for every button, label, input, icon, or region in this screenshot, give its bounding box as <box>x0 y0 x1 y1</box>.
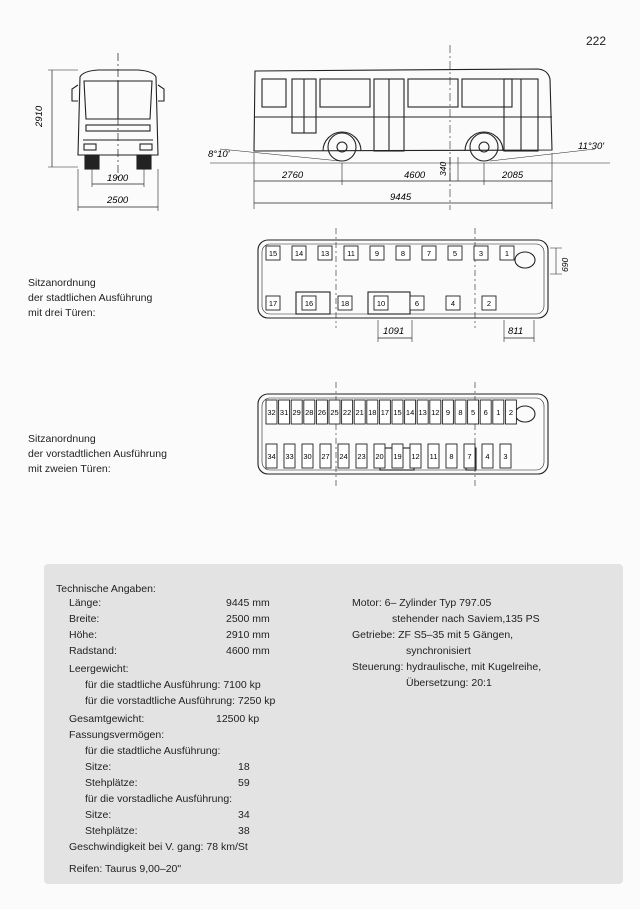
engine-spec-detail: stehender nach Saviem,135 PS <box>392 613 540 625</box>
city-seats-bottom <box>266 296 496 310</box>
wheelbase-spec-label: Radstand: <box>69 645 117 657</box>
side-view-drawing <box>200 45 620 215</box>
seat-number: 17 <box>380 408 390 417</box>
seat-number: 30 <box>303 452 312 461</box>
city-seats-top <box>266 246 514 260</box>
seat-number: 27 <box>321 452 330 461</box>
speed-spec: Geschwindigkeit bei V. gang: 78 km/St <box>69 841 248 853</box>
seat-number: 1 <box>504 249 510 258</box>
seat-number: 29 <box>292 408 301 417</box>
tyres-spec: Reifen: Taurus 9,00–20" <box>69 863 182 875</box>
seat-number: 8 <box>458 408 463 417</box>
seat-number: 19 <box>393 452 402 461</box>
standing-city-value: 59 <box>238 777 250 789</box>
page-number: 222 <box>585 34 606 48</box>
seat-number: 12 <box>411 452 420 461</box>
seats-suburban-label: Sitze: <box>85 809 112 821</box>
capacity-suburban-label: für die vorstadliche Ausführung: <box>85 793 233 805</box>
seat-number: 6 <box>414 299 420 308</box>
seat-number: 31 <box>279 408 289 417</box>
caption-suburban-line: der vorstadtlichen Ausführung <box>28 448 167 460</box>
height-label: Höhe: <box>69 629 98 641</box>
seat-number: 15 <box>393 408 402 417</box>
seat-number: 13 <box>418 408 427 417</box>
specifications-panel <box>44 564 623 884</box>
seat-number: 2 <box>486 299 492 308</box>
seat-number: 24 <box>339 452 348 461</box>
caption-suburban <box>28 432 167 477</box>
seat-number: 6 <box>483 408 488 417</box>
plan-aisle-width-label: 1091 <box>383 326 405 337</box>
seat-number: 4 <box>485 452 490 461</box>
seat-number: 33 <box>285 452 294 461</box>
gross-weight-label: Gesamtgewicht: <box>69 713 145 725</box>
standing-city-label: Stehplätze: <box>85 777 138 789</box>
steering-spec: Steuerung: hydraulische, mit Kugelreihe, <box>352 661 542 673</box>
seat-number: 20 <box>375 452 384 461</box>
empty-weight-label: Leergewicht: <box>69 663 129 675</box>
seat-number: 8 <box>400 249 406 258</box>
total-length-label: 9445 <box>390 192 412 203</box>
seat-number: 25 <box>330 408 339 417</box>
seat-number: 32 <box>267 408 276 417</box>
seat-number: 21 <box>355 408 364 417</box>
seat-number: 22 <box>342 408 352 417</box>
front-width-label: 2500 <box>107 195 129 206</box>
front-overhang-label: 2760 <box>282 170 304 181</box>
capacity-city-label: für die stadtliche Ausführung: <box>85 745 221 757</box>
front-track-label: 1900 <box>107 173 129 184</box>
seat-number: 14 <box>405 408 415 417</box>
capacity-label: Fassungsvermögen: <box>69 729 165 741</box>
angle-rear-label: 11°30' <box>578 141 605 152</box>
height-value: 2910 mm <box>226 629 270 641</box>
standing-suburban-label: Stehplätze: <box>85 825 138 837</box>
seat-number: 3 <box>503 452 508 461</box>
seat-number: 18 <box>340 299 350 308</box>
width-label: Breite: <box>69 613 100 625</box>
seat-number: 34 <box>267 452 276 461</box>
empty-weight-city: für die stadtliche Ausführung: 7100 kp <box>85 679 261 691</box>
front-view-drawing <box>28 45 178 215</box>
caption-suburban-line: Sitzanordnung <box>28 433 96 445</box>
gross-weight-value: 12500 kp <box>216 713 260 725</box>
seat-number: 3 <box>478 249 484 258</box>
caption-city <box>28 276 152 321</box>
seat-number: 5 <box>471 408 476 417</box>
seats-city-value: 18 <box>238 761 250 773</box>
wheelbase-label: 4600 <box>404 170 426 181</box>
empty-weight-suburban: für die vorstadtliche Ausführung: 7250 kp <box>85 695 276 707</box>
plan-side-width-label: 690 <box>560 257 570 272</box>
length-label: Länge: <box>69 597 102 609</box>
front-height-label: 2910 <box>34 105 45 127</box>
ground-clearance-label: 340 <box>438 161 448 176</box>
gearbox-spec-detail: synchronisiert <box>406 645 471 657</box>
caption-suburban-line: mit zweien Türen: <box>28 463 111 475</box>
seat-number: 11 <box>429 452 438 461</box>
caption-city-line: Sitzanordnung <box>28 277 96 289</box>
seat-number: 17 <box>268 299 278 308</box>
seat-number: 26 <box>317 408 327 417</box>
length-value: 9445 mm <box>226 597 270 609</box>
seat-number: 12 <box>431 408 440 417</box>
seat-number: 7 <box>467 452 472 461</box>
city-plan-drawing <box>240 228 600 348</box>
specs-heading: Technische Angaben: <box>56 583 156 595</box>
seat-number: 11 <box>347 249 355 258</box>
seat-number: 13 <box>320 249 330 258</box>
seat-number: 14 <box>294 249 304 258</box>
seats-suburban-value: 34 <box>238 809 250 821</box>
seat-number: 2 <box>508 408 513 417</box>
seats-city-label: Sitze: <box>85 761 112 773</box>
seat-number: 4 <box>450 299 456 308</box>
angle-front-label: 8°10' <box>208 149 230 160</box>
caption-city-line: mit drei Türen: <box>28 307 96 319</box>
seat-number: 9 <box>445 408 450 417</box>
width-value: 2500 mm <box>226 613 270 625</box>
seat-number: 5 <box>452 249 458 258</box>
seat-number: 15 <box>268 249 278 258</box>
seat-number: 16 <box>304 299 314 308</box>
seat-number: 28 <box>305 408 314 417</box>
seat-number: 8 <box>449 452 454 461</box>
suburban-seats-top <box>266 400 516 424</box>
wheelbase-spec-value: 4600 mm <box>226 645 270 657</box>
rear-overhang-label: 2085 <box>502 170 524 181</box>
caption-city-line: der stadtlichen Ausführung <box>28 292 153 304</box>
seat-number: 1 <box>496 408 501 417</box>
plan-rear-width-label: 811 <box>508 326 524 337</box>
seat-number: 7 <box>426 249 432 258</box>
seat-number: 10 <box>376 299 386 308</box>
seat-number: 23 <box>357 452 366 461</box>
seat-number: 18 <box>368 408 377 417</box>
gearbox-spec: Getriebe: ZF S5–35 mit 5 Gängen, <box>352 629 514 641</box>
seat-number: 9 <box>374 249 380 258</box>
standing-suburban-value: 38 <box>238 825 250 837</box>
engine-spec: Motor: 6– Zylinder Typ 797.05 <box>352 597 492 609</box>
suburban-plan-drawing <box>240 382 600 492</box>
steering-spec-detail: Übersetzung: 20:1 <box>406 677 492 689</box>
